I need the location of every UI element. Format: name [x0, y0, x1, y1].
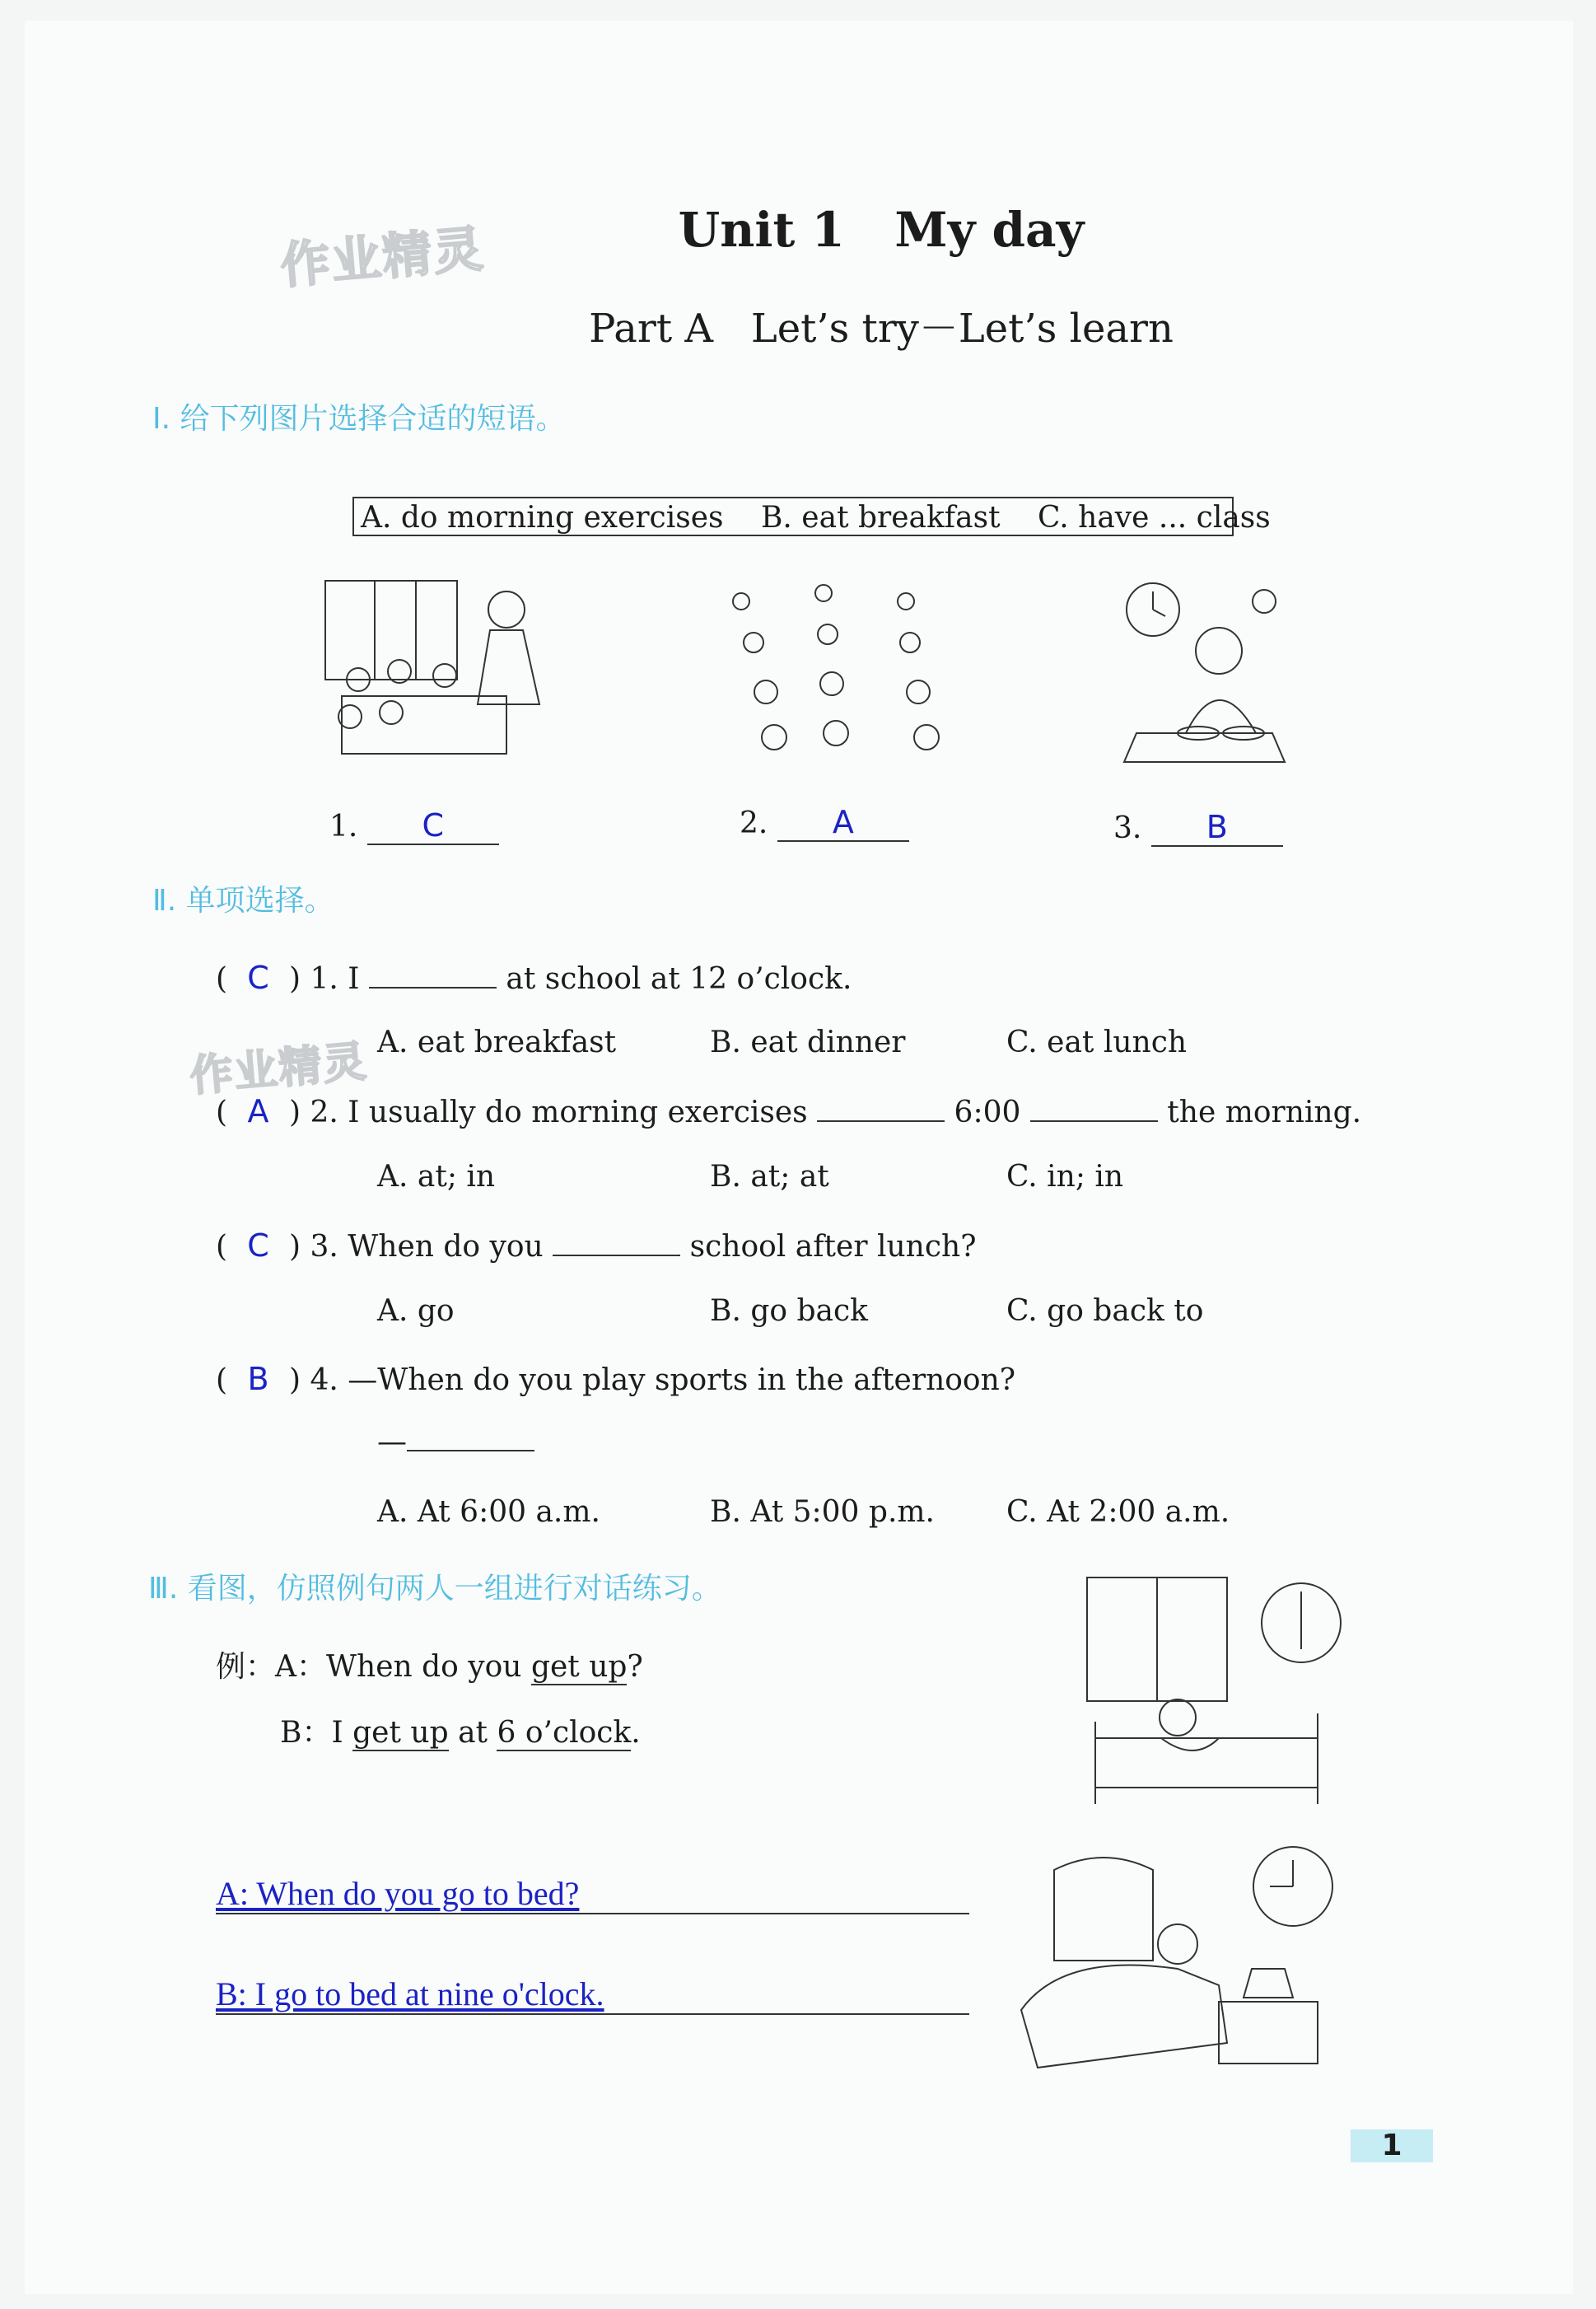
phrase-option-a: A. do morning exercises	[361, 501, 724, 535]
dialogue-answer-text: A: When do you go to bed?	[216, 1875, 580, 1912]
question-blank[interactable]	[1030, 1120, 1158, 1122]
question-4: ( B ) 4. —When do you play sports in the afternoon?	[216, 1361, 1016, 1397]
option-a[interactable]: A. go	[377, 1294, 455, 1328]
option-c[interactable]: C. At 2:00 a.m.	[1006, 1495, 1230, 1529]
going-to-bed-illustration	[1013, 1845, 1342, 2080]
example-text: .	[631, 1716, 641, 1750]
answer-blank[interactable]	[1151, 809, 1283, 847]
dialogue-answer-line-a[interactable]	[216, 1874, 969, 1914]
unit-title: Unit 1 My day	[678, 202, 1085, 258]
question-3: ( C ) 3. When do you school after lunch?	[216, 1227, 977, 1264]
option-c[interactable]: C. eat lunch	[1006, 1026, 1188, 1059]
example-text: ?	[627, 1650, 643, 1684]
morning-exercises-illustration	[708, 577, 955, 762]
question-blank[interactable]	[369, 987, 497, 989]
option-a[interactable]: A. At 6:00 a.m.	[377, 1495, 600, 1529]
option-c[interactable]: C. go back to	[1006, 1294, 1204, 1328]
question-text: 6:00	[954, 1096, 1021, 1129]
question-text: —When do you play sports in the afternoon?	[348, 1363, 1016, 1397]
answer-blank[interactable]	[367, 807, 499, 845]
section-2-heading: Ⅱ. 单项选择。	[152, 884, 334, 918]
question-blank[interactable]	[817, 1120, 945, 1122]
item-number: 3.	[1113, 811, 1142, 845]
dialogue-answer-text: B: I go to bed at nine o'clock.	[216, 1975, 604, 2012]
page-number: 1	[1351, 2129, 1433, 2162]
option-a[interactable]: A. eat breakfast	[377, 1026, 617, 1059]
answer-blank[interactable]	[777, 804, 909, 842]
question-text: school after lunch?	[689, 1230, 977, 1264]
answer-text: B	[247, 1361, 269, 1397]
question-2: ( A ) 2. I usually do morning exercises 6:00 the morning.	[216, 1093, 1362, 1129]
answer-text: A	[247, 1093, 269, 1129]
question-text: When do you	[348, 1230, 544, 1264]
classroom-illustration	[301, 573, 548, 766]
picture-item-2	[740, 804, 909, 842]
example-underlined: 6 o’clock	[497, 1716, 632, 1750]
example-text: at	[458, 1716, 488, 1750]
question-1: ( C ) 1. I at school at 12 o’clock.	[216, 960, 852, 996]
option-b[interactable]: B. go back	[710, 1294, 868, 1328]
watermark-logo: 作业精灵	[188, 1036, 370, 1102]
question-blank[interactable]	[407, 1450, 534, 1451]
answer-text: C	[422, 807, 445, 844]
question-number: 1.	[310, 962, 338, 996]
watermark-logo: 作业精灵	[278, 220, 488, 296]
answer-text: C	[247, 960, 269, 996]
part-title: Part A Let’s try－Let’s learn	[589, 306, 1174, 352]
example-text: A：When do you	[275, 1650, 522, 1684]
option-a[interactable]: A. at; in	[377, 1160, 496, 1194]
eating-breakfast-illustration	[1120, 577, 1289, 770]
picture-item-1	[329, 807, 499, 845]
question-number: 3.	[310, 1230, 338, 1264]
answer-text: B	[1206, 809, 1228, 845]
reply-dash: —	[377, 1425, 407, 1459]
question-text: I usually do morning exercises	[348, 1096, 808, 1129]
item-number: 1.	[329, 810, 358, 844]
picture-item-3	[1113, 809, 1283, 847]
question-4-reply	[377, 1425, 534, 1459]
example-label: 例：	[216, 1650, 276, 1684]
question-number: 2.	[310, 1096, 338, 1129]
example-text: B：I	[280, 1716, 343, 1750]
example-line-b	[280, 1709, 641, 1751]
example-underlined: get up	[352, 1716, 449, 1750]
option-b[interactable]: B. at; at	[710, 1160, 829, 1194]
question-blank[interactable]	[553, 1255, 680, 1256]
question-number: 4.	[310, 1363, 338, 1397]
question-text: at school at 12 o’clock.	[506, 962, 852, 996]
answer-text: C	[247, 1227, 269, 1264]
section-1-heading: Ⅰ. 给下列图片选择合适的短语。	[152, 402, 566, 436]
dialogue-answer-line-b[interactable]	[216, 1975, 969, 2015]
getting-up-illustration	[1079, 1573, 1351, 1808]
phrase-option-b: B. eat breakfast	[760, 501, 1001, 535]
option-c[interactable]: C. in; in	[1006, 1160, 1124, 1194]
section-3-heading: Ⅲ. 看图，仿照例句两人一组进行对话练习。	[148, 1572, 721, 1606]
option-b[interactable]: B. eat dinner	[710, 1026, 906, 1059]
example-underlined: get up	[530, 1650, 628, 1684]
question-text: the morning.	[1167, 1096, 1362, 1129]
phrase-option-c: C. have ... class	[1038, 501, 1271, 535]
example-line-a	[216, 1643, 643, 1685]
answer-text: A	[832, 804, 854, 840]
phrase-options-box	[352, 497, 1271, 536]
item-number: 2.	[740, 806, 768, 840]
question-text: I	[348, 962, 360, 996]
option-b[interactable]: B. At 5:00 p.m.	[710, 1495, 935, 1529]
